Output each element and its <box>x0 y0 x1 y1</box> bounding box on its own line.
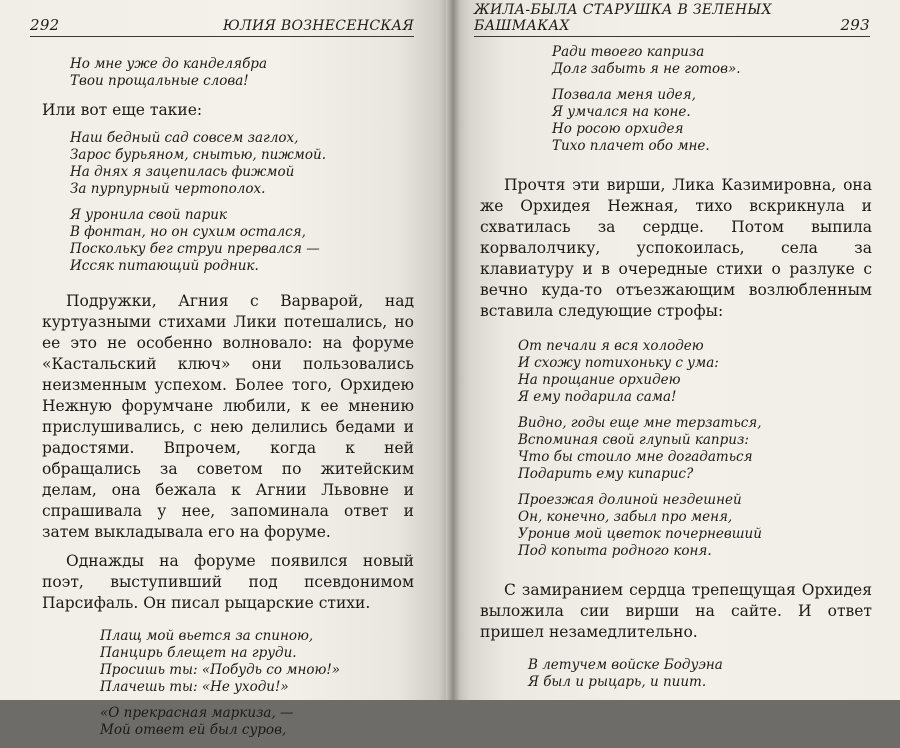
poem-line: Я был и рыцарь, и пиит. <box>528 674 707 690</box>
left-running-head-title: ЮЛИЯ ВОЗНЕСЕНСКАЯ <box>223 18 414 34</box>
poem-line: И схожу потихоньку с ума: <box>518 355 719 371</box>
left-page-number: 292 <box>30 16 60 34</box>
poem-stanza <box>480 44 872 78</box>
poem-line: Зарос бурьяном, снытью, пижмой. <box>70 147 326 163</box>
poem-stanza <box>42 207 414 275</box>
poem-line: Видно, годы еще мне терзаться, <box>518 415 762 431</box>
left-page <box>0 0 452 738</box>
poem-line: Я ему подарила сама! <box>518 389 677 405</box>
body-paragraph: Подружки, Агния с Варварой, над куртуазными стихами Лики потешались, но ее это не особенно волновало: на форуме «Кастальский ключ» они пользовались неизменным успехом. Более того, Орхидею Нежную форумчане любили, к ее мнению прислушивались, с нею делились бедами и радостями. Впрочем, когда к ней обращались за советом по житейским делам, она бежала к Агнии Львовне и спрашивала у нее, запоминала ответ и затем выкладывала его на форуме. <box>42 292 414 541</box>
poem-line: Ради твоего каприза <box>552 44 705 60</box>
poem-line: Проезжая долиной нездешней <box>518 492 742 508</box>
right-running-head-title: ЖИЛА-БЫЛА СТАРУШКА В ЗЕЛЕНЫХ БАШМАКАХ <box>474 2 772 34</box>
left-running-header <box>30 16 414 37</box>
right-page <box>452 0 900 700</box>
intro-line: Или вот еще такие: <box>42 101 203 119</box>
poem-stanza <box>480 657 872 691</box>
poem-stanza <box>42 628 414 696</box>
poem-line: «О прекрасная маркиза, — <box>100 705 294 721</box>
poem-line: Позвала меня идея, <box>552 87 696 103</box>
poem-line: Плащ мой вьется за спиною, <box>100 628 314 644</box>
left-page-content <box>42 56 414 748</box>
poem-line: Панцирь блещет на груди. <box>100 645 297 661</box>
poem-line: Тихо плачет обо мне. <box>552 138 710 154</box>
poem-line: Он, конечно, забыл про меня, <box>518 509 733 525</box>
poem-stanza <box>42 130 414 198</box>
poem-line: Плачешь ты: «Не уходи!» <box>100 679 289 695</box>
poem-line: От печали я вся холодею <box>518 338 704 354</box>
poem-line: Мой ответ ей был суров, <box>100 722 287 738</box>
poem-line: Под копыта родного коня. <box>518 543 712 559</box>
poem-line: В летучем войске Бодуэна <box>528 657 723 673</box>
poem-stanza <box>480 338 872 406</box>
poem-line: Я уронила свой парик <box>70 207 227 223</box>
body-paragraph: Прочтя эти вирши, Лика Казимировна, она же Орхидея Нежная, тихо вскрикнула и схватилась за сердце. Потом выпила корвалолчику, успокоилась, села за клавиатуру и в очередные стихи о разлуке с вечно куда-то отъезжающим возлюбленным вставила следующие строфы: <box>480 176 872 320</box>
poem-line: На днях я зацепилась фижмой <box>70 164 295 180</box>
poem-line: Я умчался на коне. <box>552 104 691 120</box>
poem-line: Но мне уже до канделябра <box>70 56 268 72</box>
poem-line: Но росою орхидея <box>552 121 684 137</box>
right-page-number: 293 <box>840 16 870 34</box>
poem-line: На прощание орхидею <box>518 372 681 388</box>
poem-stanza <box>480 87 872 155</box>
poem-line: Что бы стоило мне догадаться <box>518 449 753 465</box>
poem-line: Долг забыть я не готов». <box>552 61 741 77</box>
poem-stanza <box>480 492 872 560</box>
poem-line: В фонтан, но он сухим остался, <box>70 224 306 240</box>
poem-stanza <box>42 705 414 739</box>
right-page-content <box>480 44 872 700</box>
body-paragraph: С замиранием сердца трепещущая Орхидея выложила сии вирши на сайте. И ответ пришел незамедлительно. <box>480 581 872 641</box>
poem-line: Подарить ему кипарис? <box>518 466 694 482</box>
poem-line: Поскольку бег струи прервался — <box>70 241 320 257</box>
body-paragraph: Однажды на форуме появился новый поэт, выступивший под псевдонимом Парсифаль. Он писал рыцарские стихи. <box>42 552 414 612</box>
poem-line: Иссяк питающий родник. <box>70 258 259 274</box>
poem-line: Наш бедный сад совсем заглох, <box>70 130 299 146</box>
poem-line: Просишь ты: «Побудь со мною!» <box>100 662 341 678</box>
poem-stanza <box>480 415 872 483</box>
poem-line: За пурпурный чертополох. <box>70 181 266 197</box>
poem-stanza <box>42 56 414 90</box>
poem-line: Уронив мой цветок почерневший <box>518 526 762 542</box>
poem-line: Вспоминая свой глупый каприз: <box>518 432 749 448</box>
poem-line: Твои прощальные слова! <box>70 73 249 89</box>
right-running-header <box>474 2 870 37</box>
book-gutter <box>446 0 460 700</box>
